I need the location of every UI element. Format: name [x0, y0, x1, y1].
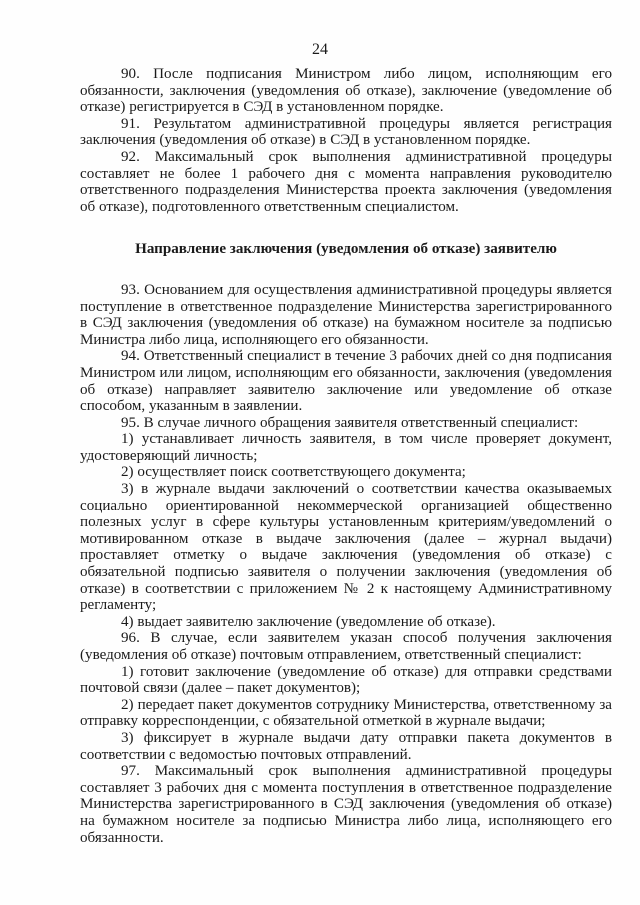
- list-item-95-1: 1) устанавливает личность заявителя, в том числе проверяет документ, удостоверяющий личность;: [80, 431, 612, 464]
- document-body: [80, 66, 612, 846]
- paragraph-90: 90. После подписания Министром либо лицом, исполняющим его обязанности, заключения (уведомления об отказе), заключение (уведомление об отказе) регистрируется в СЭД в установленном порядке.: [80, 66, 612, 116]
- paragraph-92: 92. Максимальный срок выполнения административной процедуры составляет не более 1 рабочего дня с момента направления руководителю ответственного подразделения Министерства проекта заключения (уведомления об отказе), подготовленного ответственным специалистом.: [80, 148, 612, 215]
- paragraph-93: 93. Основанием для осуществления административной процедуры является поступление в ответственное подразделение Министерства зарегистрированного в СЭД заключения (уведомления об отказе) на бумажном носителе за подписью Министра либо лица, исполняющего его обязанности.: [80, 281, 612, 348]
- list-item-96-2: 2) передает пакет документов сотруднику Министерства, ответственному за отправку корреспонденции, с обязательной отметкой в журнале выдачи;: [80, 696, 612, 730]
- list-item-95-2: 2) осуществляет поиск соответствующего документа;: [121, 464, 466, 481]
- paragraph-94: 94. Ответственный специалист в течение 3 рабочих дней со дня подписания Министром или лицом, исполняющим его обязанности, заключения (уведомления об отказе) направляет заявителю заключение или уведомление об отказе способом, указанным в заявлении.: [80, 348, 612, 415]
- paragraph-95: 95. В случае личного обращения заявителя ответственный специалист:: [121, 414, 579, 431]
- paragraph-91: 91. Результатом административной процедуры является регистрация заключения (уведомления об отказе) в СЭД в установленном порядке.: [80, 115, 612, 149]
- paragraph-96: 96. В случае, если заявителем указан способ получения заключения (уведомления об отказе) почтовым отправлением, ответственный специалист:: [80, 630, 612, 663]
- list-item-96-1: 1) готовит заключение (уведомление об отказе) для отправки средствами почтовой связи (далее – пакет документов);: [80, 663, 612, 697]
- list-item-96-3: 3) фиксирует в журнале выдачи дату отправки пакета документов в соответствии с ведомостью почтовых отправлений.: [80, 729, 612, 763]
- paragraph-97: 97. Максимальный срок выполнения административной процедуры составляет 3 рабочих дня с момента поступления в ответственное подразделение Министерства зарегистрированного в СЭД заключения (уведомления об отказе) на бумажном носителе за подписью Министра либо лица, исполняющего его обязанности.: [80, 763, 612, 846]
- list-item-95-4: 4) выдает заявителю заключение (уведомление об отказе).: [121, 613, 496, 630]
- section-heading: Направление заключения (уведомления об отказе) заявителю: [135, 241, 557, 258]
- list-item-95-3: 3) в журнале выдачи заключений о соответствии качества оказываемых социально ориентированной некоммерческой организацией общественно полезных услуг в сфере культуры установленным критериям/уведомлений о мотивированном отказе в выдаче заключения (далее – журнал выдачи) проставляет отметку о выдаче заключения (уведомления об отказе) с обязательной подписью заявителя о получении заключения (уведомления об отказе) в соответствии с приложением № 2 к настоящему Административному регламенту;: [80, 481, 612, 614]
- page-number: 24: [312, 41, 328, 58]
